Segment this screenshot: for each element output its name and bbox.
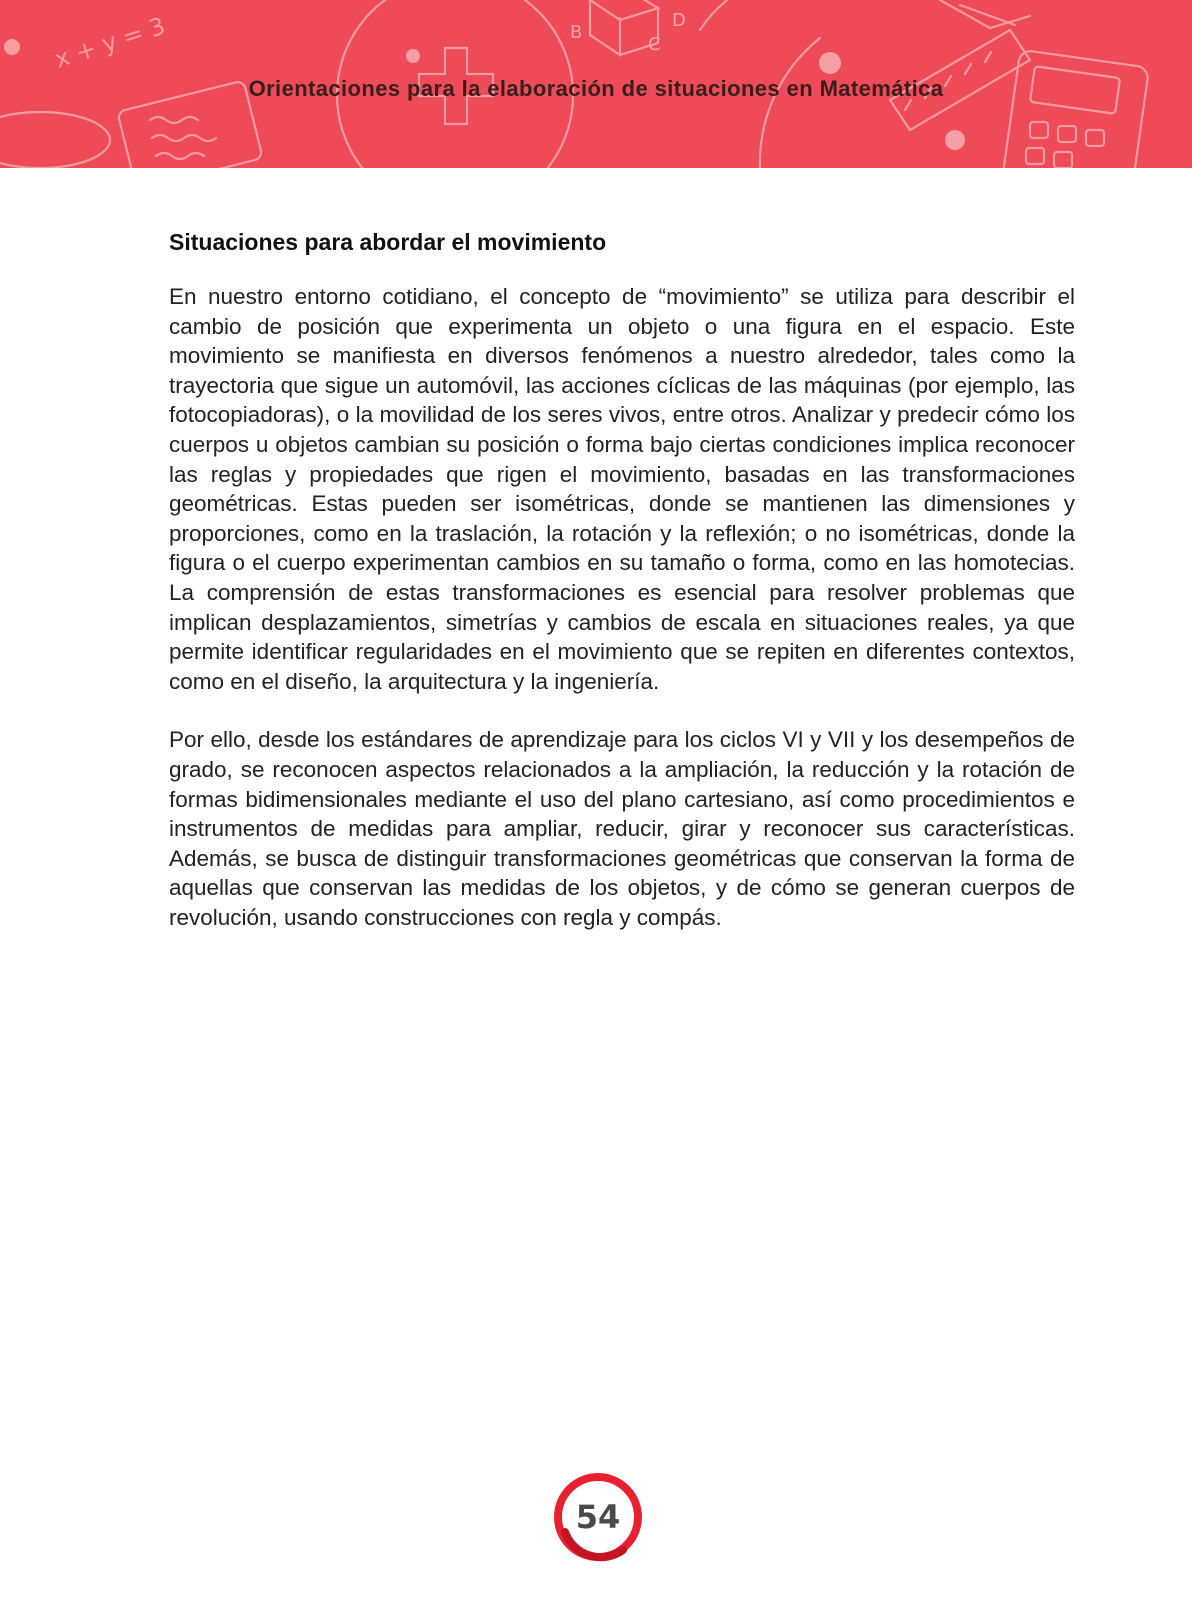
doodle-letter-d: D — [672, 10, 686, 31]
main-content — [169, 228, 1075, 961]
page-number: 54 — [575, 1498, 621, 1536]
equation-doodle: x + y = 3 — [51, 11, 169, 74]
body-paragraph-1: En nuestro entorno cotidiano, el concepto de “movimiento” se utiliza para describir el cambio de posición que experimenta un objeto o una figura en el espacio. Este movimiento se manifiesta en diversos fenómenos a nuestro alrededor, tales como la trayectoria que sigue un automóvil, las acciones cíclicas de las máquinas (por ejemplo, las fotocopiadoras), o la movilidad de los seres vivos, entre otros. Analizar y predecir cómo los cuerpos u objetos cambian su posición o forma bajo ciertas condiciones implica reconocer las reglas y propiedades que rigen el movimiento, basadas en las transformaciones geométricas. Estas pueden ser isométricas, donde se mantienen las dimensiones y proporciones, como en la traslación, la rotación y la reflexión; o no isométricas, donde la figura o el cuerpo experimentan cambios en su tamaño o forma, como en las homotecias. La comprensión de estas transformaciones es esencial para resolver problemas que implican desplazamientos, simetrías y cambios de escala en situaciones reales, ya que permite identificar regularidades en el movimiento que se repiten en diferentes contextos, como en el diseño, la arquitectura y la ingeniería. — [169, 284, 1075, 694]
doodle-letter-b: B — [570, 22, 583, 43]
page-number-badge — [553, 1472, 643, 1562]
doodle-letter-c: C — [648, 34, 661, 55]
section-heading: Situaciones para abordar el movimiento — [169, 229, 607, 255]
running-header-title: Orientaciones para la elaboración de situaciones en Matemática — [248, 76, 944, 101]
header-band — [0, 0, 1192, 168]
body-paragraph-2: Por ello, desde los estándares de aprendizaje para los ciclos VI y VII y los desempeños de grado, se reconocen aspectos relacionados a la ampliación, la reducción y la rotación de formas bidimensionales mediante el uso del plano cartesiano, así como procedimientos e instrumentos de medidas para ampliar, reducir, girar y reconocer sus características. Además, se busca de distinguir transformaciones geométricas que conservan la forma de aquellas que conservan las medidas de los objetos, y de cómo se generan cuerpos de revolución, usando construcciones con regla y compás. — [169, 727, 1075, 930]
